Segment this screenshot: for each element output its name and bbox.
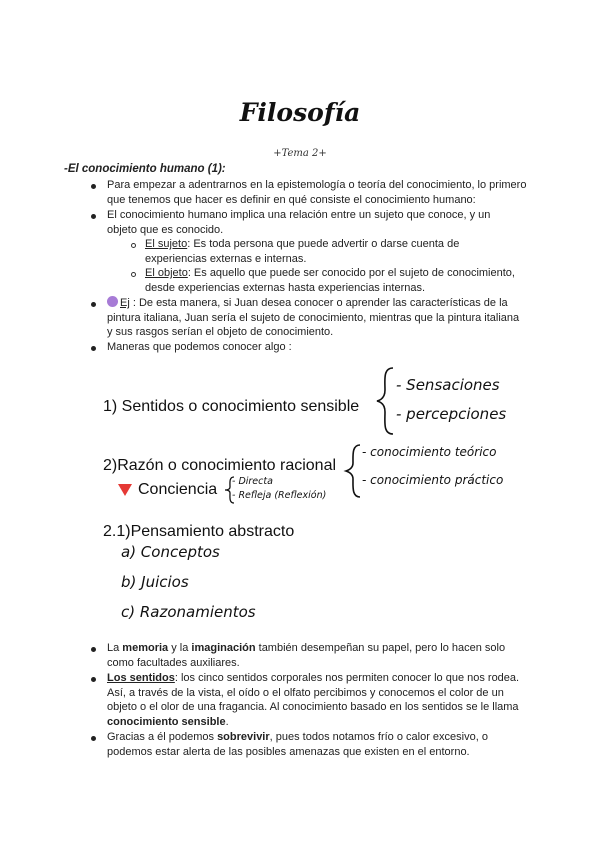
text: . (225, 715, 229, 728)
bullet-dot (91, 677, 96, 682)
bullet-memoria (107, 641, 517, 670)
example-term: Ej (120, 297, 130, 309)
bullet-sobrevivir (107, 730, 517, 759)
red-triangle-icon (118, 484, 132, 496)
diagram-practico: - conocimiento práctico (362, 473, 504, 487)
purple-circle-icon (107, 296, 118, 307)
sub-bullet-objeto (145, 266, 525, 295)
sujeto-text: : Es toda persona que puede advertir o darse cuenta de experiencias externas e internas. (145, 238, 460, 265)
sentidos-text: : los cinco sentidos corporales nos permiten conocer lo que nos rodea. Así, a través de la vista, el oído o el olfato percibimos y conocemos el color de un objeto o el olor de una fragancia. Al conocimiento basado en los sentidos se le llama (107, 672, 520, 713)
bullet-relation: El conocimiento humano implica una relación entre un sujeto que conoce, y un objeto que es conocido. (107, 209, 491, 236)
diagram-razonamientos: c) Razonamientos (121, 603, 256, 621)
page-title: Filosofía (239, 98, 361, 127)
section-heading: -El conocimiento humano (1): (64, 163, 226, 175)
bullet-sentidos (107, 671, 527, 729)
curly-brace (344, 443, 364, 499)
text: Gracias a él podemos (107, 731, 218, 743)
diagram-juicios: b) Juicios (121, 573, 189, 591)
bullet-dot (91, 346, 96, 351)
diagram-teorico: - conocimiento teórico (362, 445, 497, 459)
bold-memoria: memoria (122, 642, 169, 654)
diagram-sentidos: 1) Sentidos o conocimiento sensible (103, 398, 360, 415)
bullet-dot (91, 736, 96, 741)
bullet-dot (91, 214, 96, 219)
bullet-ways: Maneras que podemos conocer algo : (107, 341, 292, 353)
diagram-sensaciones: - Sensaciones (396, 376, 500, 394)
diagram-conciencia: Conciencia (138, 481, 218, 498)
diagram-conceptos: a) Conceptos (121, 543, 220, 561)
page-subtitle: +Tema 2+ (273, 148, 327, 159)
bold-imaginacion: imaginación (191, 642, 256, 654)
text: La (107, 642, 123, 654)
example-text: : De esta manera, si Juan desea conocer o aprender las características de la pintura italiana, Juan sería el sujeto de conocimiento, mientras que la pintura italiana y sus rasgos serían el objeto de conocimiento. (107, 297, 520, 338)
text: también desempeñan su papel, pero lo hacen solo como facultades auxiliares. (107, 642, 506, 669)
text: y la (168, 642, 192, 654)
diagram-razon: 2)Razón o conocimiento racional (103, 457, 337, 474)
sentidos-term: Los sentidos (107, 672, 175, 684)
bold-sobrevivir: sobrevivir (217, 731, 270, 743)
objeto-text: : Es aquello que puede ser conocido por el sujeto de conocimiento, desde experiencias externas hasta experiencias internas. (145, 267, 515, 294)
sub-bullet-sujeto (145, 237, 520, 266)
bullet-intro: Para empezar a adentrarnos en la epistemología o teoría del conocimiento, lo primero que tenemos que hacer es definir en qué consiste el conocimiento humano: (107, 179, 527, 206)
diagram-percepciones: - percepciones (396, 405, 507, 423)
objeto-term: El objeto (145, 267, 188, 279)
bullet-example (107, 296, 527, 340)
diagram-directa: - Directa (232, 476, 273, 487)
diagram-refleja: - Refleja (Reflexión) (232, 490, 327, 501)
bold-conocimiento-sensible: conocimiento sensible (107, 715, 226, 728)
text: , pues todos notamos frío o calor excesivo, o podemos estar alerta de las posibles amenazas que existen en el entorno. (107, 731, 488, 758)
diagram-pensamiento: 2.1)Pensamiento abstracto (103, 523, 295, 540)
sujeto-term: El sujeto (145, 238, 188, 250)
bullet-dot (91, 184, 96, 189)
bullet-dot (91, 647, 96, 652)
bullet-dot (91, 302, 96, 307)
sub-bullet-circle (131, 243, 136, 248)
curly-brace (375, 366, 397, 436)
sub-bullet-circle (131, 272, 136, 277)
